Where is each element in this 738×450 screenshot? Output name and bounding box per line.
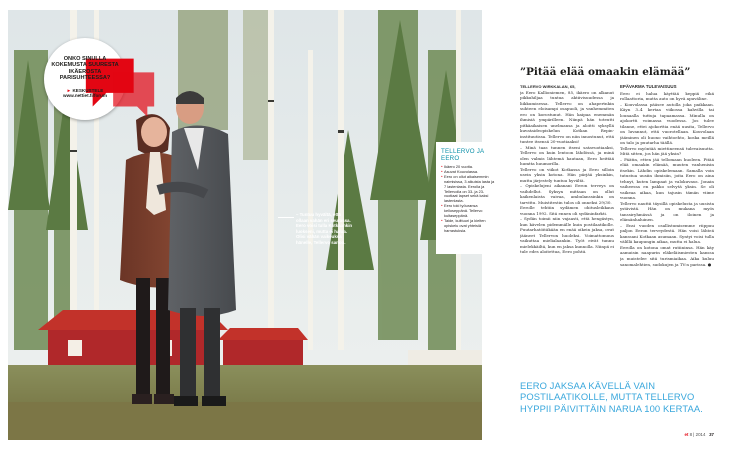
article-paragraph: – Päätin, etten jää tellomaan huoleen. Pitää elää omaakin elämää, muuten vanhenisin itsekin. Lähdin opiskelemaan. Samalla voin tutustua uusiin ihmisiin, joita Eero on aina tehnyt, kuten lampaat ja valokuvaus. Jonain vaiheessa en pakko selvytä yksin. Se oli vaikeaa aikaa, kun tajusin tämän viime vuonna. [620, 156, 714, 201]
article-headline: ”Pitää elää omaakin elämää” [520, 66, 691, 78]
article-paragraph: Tellervo myöntää miettineensä tulevaisuutta. Mitä sitten, jos hän jää yksin? [620, 145, 714, 157]
article-paragraph: Eerolle tehtiin sydämen ohitusleikkaus vuonna 1992. Sitä ennen oli sydäninfarkti. [520, 205, 614, 216]
fact-item: ● Eero toki työuransa kelloseppänä. Tellervo kultaseppänä. [441, 204, 497, 219]
article-paragraph: – Sydän toimii niin vajaasti, että hengästyn, kun kävelen pidemmälle kuin postilaatikolle. Puutarhatöitäkään en enää oikein jaksa, ovat jääneet Tellervon huoleksi. Voimattomuus vaikuttaa mielialaankin. Työt eivät tunnu mielekkäiltä, kun en jaksa kunnolla. Niinpä ei tule edes aloitettua, Eero pohtii. [520, 216, 614, 255]
fact-item: ● Asuvat Kouvolassa. [441, 170, 497, 175]
forum-promo-badge[interactable] [44, 38, 126, 120]
fact-list [441, 165, 497, 234]
article-paragraph: ja Eero Kallioniemen, 85, ikäero on alkanut pikkuhiljaa tuntua aktiivisuudessa ja liikkumisessa. Tellervo on ahapertnkin suhteen eloisampi osapuoli, ja vanhemmiten ero on korostunut. Hän kaipaa enemmän ihmisiä ympärilleen. Niinpä hän toteutti pitkäaikaisen unelmansa ja aloitti syksyllä kuvataideopiskelun Kotkan Repin-instituutissa. Tellervo on niin innostunut, että tuntee itsensä 20-vuotiaaksi! [520, 89, 614, 145]
article-paragraph: Eero ei halua käyttää keppiä eikä rollaattoria, mutta auto on hyvä apuväline. [620, 90, 714, 102]
article-paragraph: – Minä taas tunnen itseni satavuotiaaksi, Tellervo on kuin lentoon lähdössä, ja minä olen valmis lähtemä hautaan, Eero heittää humtta huumorilla. [520, 144, 614, 167]
article-paragraph: – Opiskelujeni aikanani Eeron terveys on vaihdellut. Syksyn mittaan on ollut kaikenlaista vaivaa, ambulanssinkin on tarvittu. Muistitestin tulos oli onneksi 29/30. [520, 183, 614, 205]
badge-url[interactable]: www.nettiet.fi/forum [63, 93, 107, 99]
badge-question: ONKO SINULLA KOKEMUSTA SUURESTA IKÄEROSTA PARISUHTEESSA? [51, 56, 119, 82]
photo-caption: – Tuntuu hyvältä, että ollaan vahän eri seurassa. Eero voisi tulla Kotkaankin luokseni, mutta ei halua. Olisi vähän vaikeuksa hänelle, Tellervo sanoo. [296, 212, 353, 245]
fact-box-title: TELLERVO JA EERO [441, 148, 485, 162]
article-photo [8, 10, 482, 440]
issue-number: 8 | 2014 [689, 432, 706, 437]
fact-item: ● Ikäero 20 vuotta. [441, 165, 497, 170]
fact-item: ● Taide, kulttuuri ja kielten opiskelu ovat yhteisiä harrastuksia. [441, 219, 497, 234]
article-subheading: EPÄVARMA TULEVAISUUS [620, 84, 677, 89]
article-paragraph: – Kouvolassa pääsee autolla joka paikkaan. Käyn 3–4 kertaa viikossa kahvilla tai lounaalla tuttuja tapaamassa. Minulla on ajokortti voimassa vuodessa. Jos tulee tilanne, ettei ajokorttia enää uusita, Tellervo on luvannut, että vuorotellaan. Kouvolaan jääminen oli huono vaihtoehto, koska meillä on talo ja puutarha täällä. [620, 101, 714, 146]
page-footer [685, 432, 715, 437]
article-column-1 [520, 84, 614, 374]
magazine-logo: et [684, 432, 689, 437]
article-paragraph: Tellervo on viikot Kotkassa ja Eero silloin usein yksin kotona. Hän pärjää yksinkin, mutta järjestely tuntuu hyvältä. [520, 166, 614, 183]
arrow-icon: ► [66, 88, 72, 93]
pull-quote: EERO JAKSAA KÄVELLÄ VAIN POSTILAATIKOLLE, MUTTA TELLERVO HYPPII PÄIVITTÄIN NARUA 100 KERTAA. [520, 380, 703, 414]
article-paragraph: – Ensi vuoden osallistumisemme riippuu paljon Eeron terveydestä. Hän voisi lähteä kanssani Kotkaan asumaan. Syntyi voisi tulla välillä kaupungin aikaa, mutta ei halua. [620, 222, 714, 245]
fact-item: ● Eero on ollut aikaisemmin naimisissa, 3 aikuista lasta ja 7 lastenlasta. Eerolla ja Tellervolla on 33- ja 23-vuotiaat lapset sekä kaksi lastenlasta. [441, 175, 497, 204]
badge-source[interactable] [50, 88, 120, 99]
fact-box [436, 142, 502, 254]
article-lead: TELLERVO WIRKKALAN, 65, [520, 84, 576, 89]
article-paragraph: Tellervo nauttii täysillä opiskelusta ja uusista ystävistä. Hän on mukana myös tanssiryhmässä ja on iloinen ja elämänhaluinen. [620, 200, 714, 223]
article-column-2 [620, 84, 714, 374]
badge-source-label: KESKUSTELE [72, 88, 104, 93]
page-number: 37 [709, 432, 714, 437]
caption-leader-line [278, 217, 294, 218]
article-paragraph: Eerolla on kotona omat rutiininsa. Hän käy aamuisin naapurin eläkeläismiesten kanssa ja muistelee sitä turismiaikaa. Aika kuluu sanomalehtien, sudokujen ja TV:n parissa. ● [620, 244, 714, 267]
